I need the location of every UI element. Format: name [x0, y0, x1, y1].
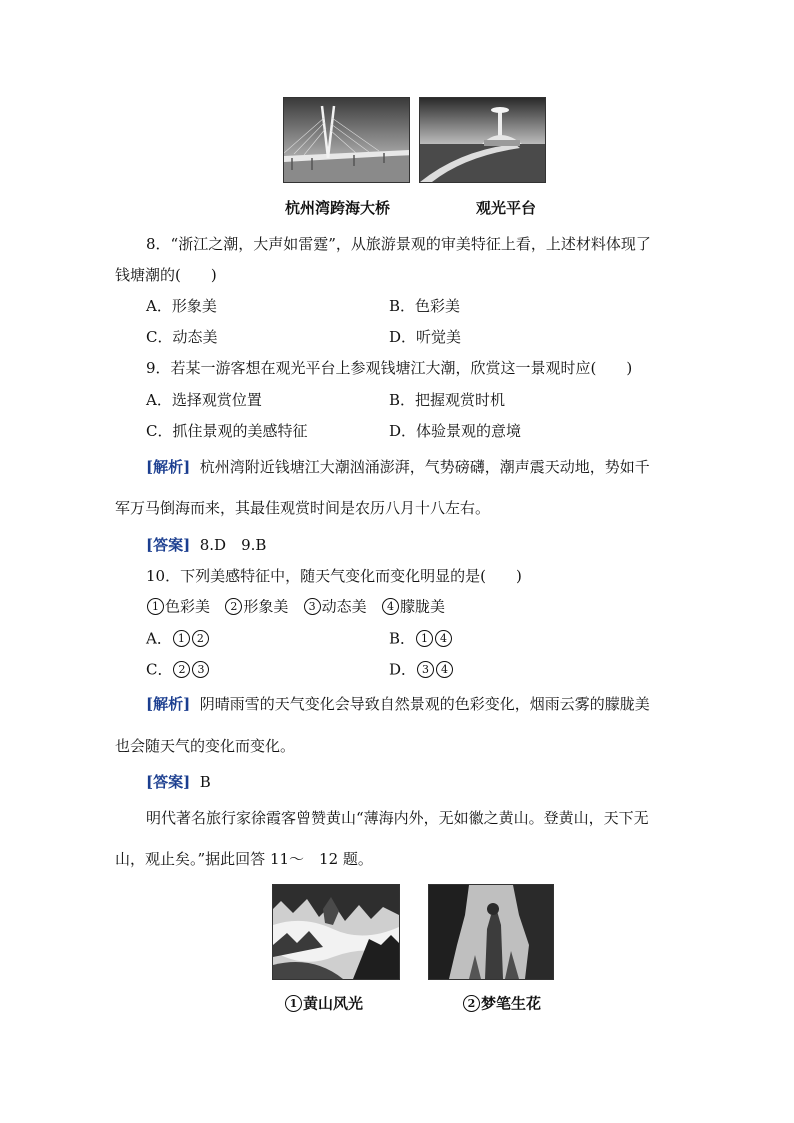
huangshan-scenery-photo: [272, 884, 400, 980]
caption-text: 梦笔生花: [481, 994, 542, 1013]
caption-platform: 观光平台: [476, 199, 537, 217]
item-number: 1: [147, 598, 164, 615]
platform-photo: [419, 97, 546, 183]
analysis-text: 阴晴雨雪的天气变化会导致自然景观的色彩变化，烟雨云雾的朦胧美: [199, 695, 650, 713]
item-number: 4: [382, 598, 399, 615]
answer2: [146, 775, 211, 790]
q10-option-c: [146, 662, 210, 679]
item-label: 朦胧美: [399, 597, 445, 616]
analysis1-line1: [146, 460, 650, 475]
q10-option-b: [389, 631, 453, 648]
option-number: 1: [416, 630, 433, 647]
answer-tag: [答案]: [146, 536, 191, 554]
dream-brush-photo: [428, 884, 554, 980]
option-number: 4: [435, 630, 452, 647]
option-number: 3: [417, 661, 434, 678]
passage-line1: 明代著名旅行家徐霞客曾赞黄山“薄海内外，无如徽之黄山。登黄山，天下无: [146, 809, 649, 827]
option-number: 2: [173, 661, 190, 678]
passage-line2: 山，观止矣。”据此回答 11～ 12 题。: [115, 850, 373, 868]
option-letter: D．: [389, 660, 417, 679]
bridge-photo: [283, 97, 410, 183]
q8-option-a: A．形象美: [146, 297, 217, 315]
analysis2-line1: [146, 697, 650, 712]
q9-option-d: D．体验景观的意境: [389, 422, 522, 440]
caption-text: 黄山风光: [303, 994, 364, 1013]
answer-text: B: [199, 773, 211, 791]
option-letter: A．: [146, 629, 172, 648]
item-number: 2: [225, 598, 242, 615]
caption-bridge: 杭州湾跨海大桥: [285, 199, 391, 217]
q8-option-b: B．色彩美: [389, 297, 461, 315]
caption-dream-brush: [462, 996, 541, 1013]
item-number: 3: [304, 598, 321, 615]
option-number: 1: [173, 630, 190, 647]
item-label: 动态美: [321, 597, 367, 616]
q8-option-c: C．动态美: [146, 328, 218, 346]
q9-option-c: C．抓住景观的美感特征: [146, 422, 308, 440]
analysis-tag: [解析]: [146, 695, 191, 713]
q9-option-a: A．选择观赏位置: [146, 391, 262, 409]
answer-text: 8.D 9.B: [199, 536, 267, 554]
option-number: 3: [192, 661, 209, 678]
analysis-tag: [解析]: [146, 458, 191, 476]
analysis-text: 杭州湾附近钱塘江大潮汹涌澎湃，气势磅礴，潮声震天动地，势如千: [199, 458, 650, 476]
answer1: [146, 538, 266, 553]
option-letter: C．: [146, 660, 173, 679]
q10-items: [146, 599, 445, 616]
answer-tag: [答案]: [146, 773, 191, 791]
caption-number: 1: [285, 995, 302, 1012]
q10-option-d: [389, 662, 454, 679]
q8-option-d: D．听觉美: [389, 328, 462, 346]
q10-option-a: [146, 631, 210, 648]
item-label: 形象美: [243, 597, 289, 616]
item-label: 色彩美: [165, 597, 211, 616]
option-number: 4: [436, 661, 453, 678]
caption-number: 2: [463, 995, 480, 1012]
q9-option-b: B．把握观赏时机: [389, 391, 506, 409]
option-number: 2: [192, 630, 209, 647]
q8-stem-line2: 钱塘潮的( ): [115, 266, 217, 284]
q10-stem: 10．下列美感特征中，随天气变化而变化明显的是( ): [146, 567, 522, 585]
q9-stem: 9．若某一游客想在观光平台上参观钱塘江大潮，欣赏这一景观时应( ): [146, 359, 633, 377]
analysis2-line2: 也会随天气的变化而变化。: [115, 737, 296, 755]
option-letter: B．: [389, 629, 416, 648]
analysis1-line2: 军万马倒海而来，其最佳观赏时间是农历八月十八左右。: [115, 499, 491, 517]
caption-huangshan: [284, 996, 363, 1013]
q8-stem-line1: 8．“浙江之潮，大声如雷霆”，从旅游景观的审美特征上看，上述材料体现了: [146, 235, 651, 253]
